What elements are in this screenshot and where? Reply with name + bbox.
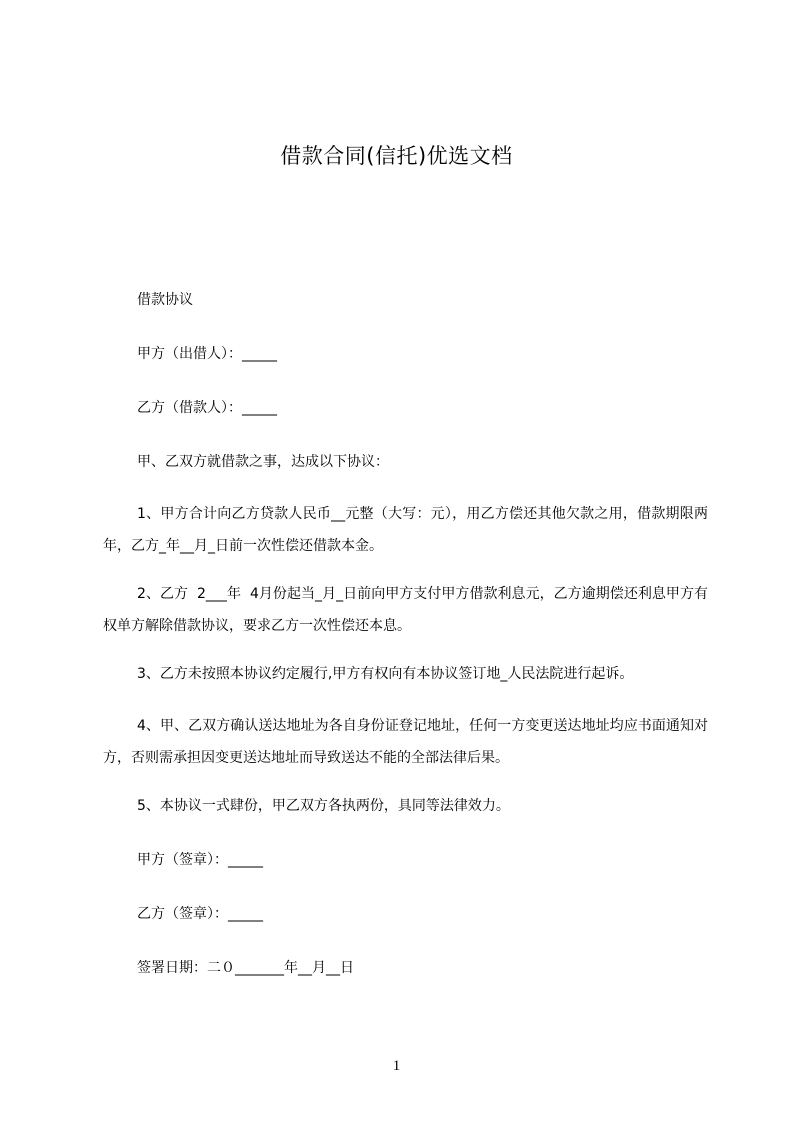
party-b-signature-line: 乙方（签章）：_____ <box>137 906 263 922</box>
clause-2: 2、乙方 2___年 4月份起当_月_日前向甲方支付甲方借款利息元，乙方逾期偿还利息甲方有权单方解除借款协议，要求乙方一次性偿还本息。 <box>103 586 708 634</box>
signing-date-line: 签署日期：二０_______年__月__日 <box>137 960 354 976</box>
clause-1: 1、甲方合计向乙方贷款人民币__元整（大写：元），用乙方偿还其他欠款之用，借款期限两年，乙方_年__月_日前一次性偿还借款本金。 <box>103 506 708 554</box>
party-a-signature-line: 甲方（签章）：_____ <box>137 852 263 868</box>
clause-3: 3、乙方未按照本协议约定履行,甲方有权向有本协议签订地_人民法院进行起诉。 <box>137 666 634 682</box>
clause-4: 4、甲、乙双方确认送达地址为各自身份证登记地址，任何一方变更送达地址均应书面通知对方，否则需承担因变更送达地址而导致送达不能的全部法律后果。 <box>103 718 708 766</box>
party-b-borrower-line: 乙方（借款人）：_____ <box>137 400 277 416</box>
page-number: 1 <box>392 1058 401 1074</box>
agreement-heading: 借款协议 <box>137 292 193 308</box>
document-title: 借款合同(信托)优选文档 <box>280 144 513 168</box>
party-a-lender-line: 甲方（出借人）：_____ <box>137 346 277 362</box>
agreement-intro: 甲、乙双方就借款之事，达成以下协议： <box>137 454 389 470</box>
clause-5: 5、本协议一式肆份，甲乙双方各执两份，具同等法律效力。 <box>137 798 510 814</box>
